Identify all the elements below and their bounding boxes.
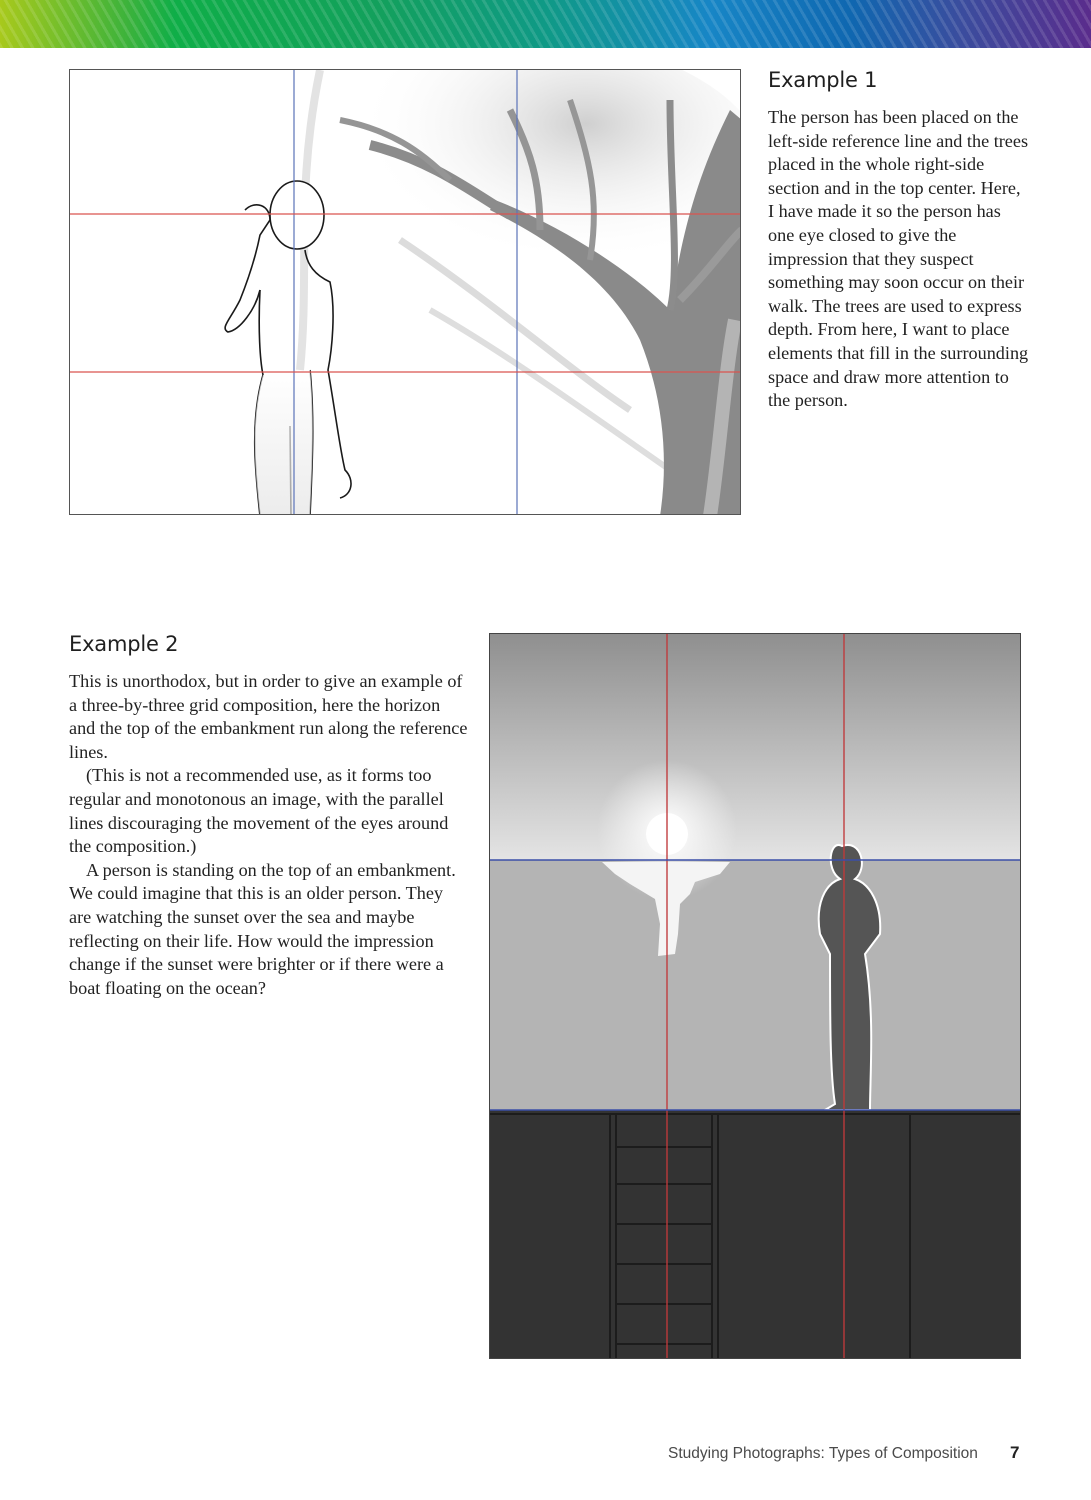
example1-figure [69,69,741,515]
example2-illustration [490,634,1021,1359]
header-color-band [0,0,1091,48]
example1-paragraph: The person has been placed on the left-side reference line and the trees placed in the whole right-side section and in the top center. Here, I have made it so the person has one eye closed to give the impression that they suspect something may soon occur on their walk. The trees are used to express depth. From here, I want to place elements that fill in the surrounding space and draw more attention to the person. [768,107,1029,411]
example2-paragraph: (This is not a recommended use, as it forms too regular and monotonous an image, with the parallel lines discouraging the movement of the eyes around the composition.) [69,765,449,857]
example1-illustration [70,70,741,515]
page-number: 7 [1010,1443,1020,1462]
example1-title: Example 1 [768,68,878,92]
example2-figure [489,633,1021,1359]
example2-paragraph: A person is standing on the top of an embankment. We could imagine that this is an older person. They are watching the sunset over the sea and maybe reflecting on their life. How would the impression change if the sunset were brighter or if there were a boat floating on the ocean? [69,859,456,998]
running-footer: Studying Photographs: Types of Composition [668,1445,978,1462]
example1-body [768,106,1030,413]
example2-body [69,670,469,1000]
example2-paragraph: This is unorthodox, but in order to give an example of a three-by-three grid composition, here the horizon and the top of the embankment run along the reference lines. [69,671,468,762]
example2-title: Example 2 [69,632,179,656]
